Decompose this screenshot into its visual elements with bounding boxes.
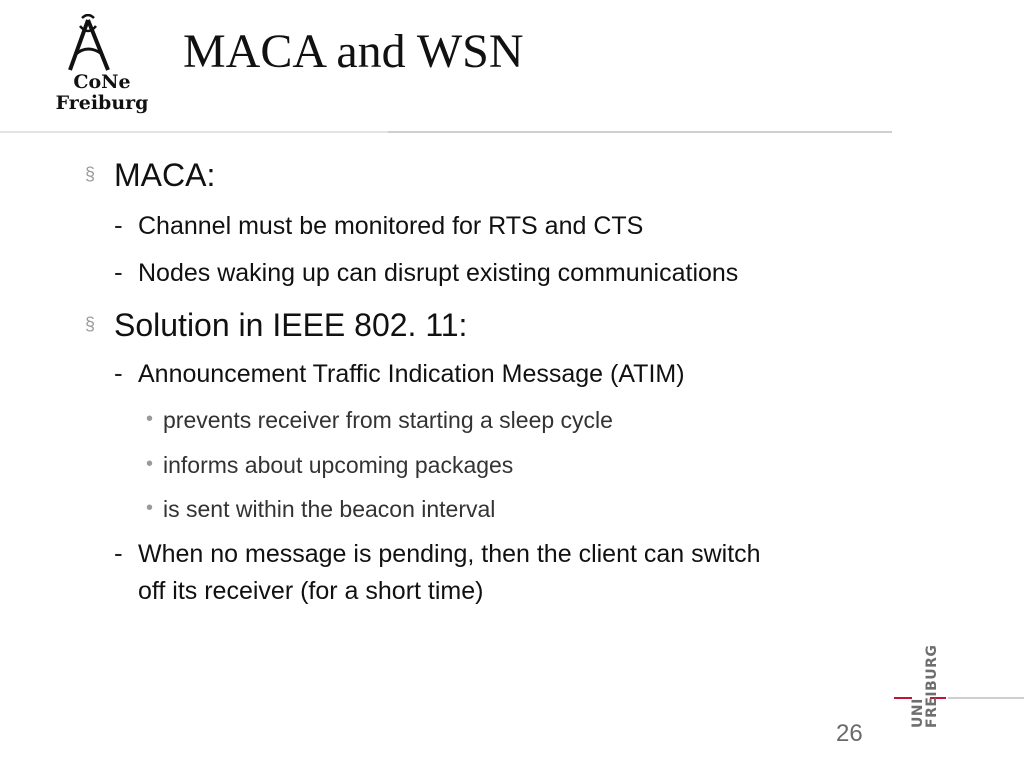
level1-bullet-marker: § xyxy=(85,164,96,184)
page-number: 26 xyxy=(836,720,863,747)
bullet-2-text: Solution in IEEE 802. 11: xyxy=(114,307,468,343)
level2-dash-marker: - xyxy=(114,210,123,240)
bullet-2-sub-1-item-3: is sent within the beacon interval xyxy=(163,496,496,522)
level3-dot-marker: • xyxy=(146,453,154,475)
level1-bullet-marker: § xyxy=(85,314,96,334)
bullet-2-sub-1-item-2: informs about upcoming packages xyxy=(163,452,514,478)
bullet-2-sub-2-line-1: When no message is pending, then the client can switch xyxy=(138,540,761,568)
logo-line-2: Freiburg xyxy=(55,92,149,114)
bullet-1-sub-1: Channel must be monitored for RTS and CTS xyxy=(138,212,644,240)
footer-rule-right xyxy=(948,697,1024,699)
slide-title: MACA and WSN xyxy=(183,25,524,78)
level2-dash-marker: - xyxy=(114,257,123,287)
uni-freiburg-logo xyxy=(898,644,940,732)
level2-dash-marker: - xyxy=(114,538,123,568)
bullet-1-sub-2: Nodes waking up can disrupt existing communications xyxy=(138,259,739,287)
logo-line-1: CoNe xyxy=(73,71,131,93)
level2-dash-marker: - xyxy=(114,358,123,388)
uni-logo-line-2: FREIBURG xyxy=(924,644,940,728)
bullet-2-sub-1-item-1: prevents receiver from starting a sleep cycle xyxy=(163,407,613,433)
level3-dot-marker: • xyxy=(146,408,154,430)
bullet-1-text: MACA: xyxy=(114,157,216,193)
bullet-2-sub-2-line-2: off its receiver (for a short time) xyxy=(138,577,484,605)
bullet-2-sub-1: Announcement Traffic Indication Message (ATIM) xyxy=(138,360,685,388)
uni-logo-line-1: UNI xyxy=(910,698,926,728)
level3-dot-marker: • xyxy=(146,497,154,519)
